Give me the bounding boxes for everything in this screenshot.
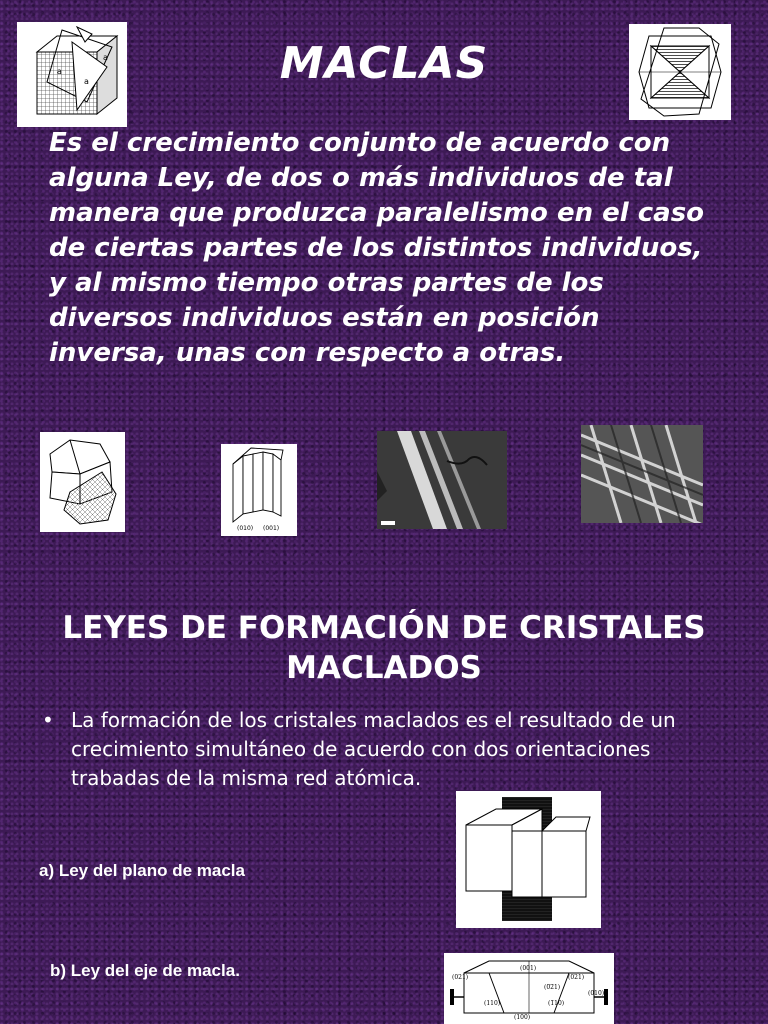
- law-b-label: b) Ley del eje de macla.: [50, 961, 240, 980]
- face-label: (001): [520, 965, 537, 972]
- bullet-text: La formación de los cristales maclados es el resultado de un crecimiento simultáneo de acuerdo con dos orientaciones trabadas de la misma red atómica.: [71, 708, 676, 790]
- micrograph-drawing: [377, 431, 507, 529]
- page-title: MACLAS: [279, 38, 489, 89]
- bullet-marker: •: [42, 708, 54, 732]
- svg-text:a: a: [57, 67, 62, 76]
- micrograph-crosshatch: [581, 425, 703, 523]
- svg-text:a: a: [84, 77, 89, 86]
- face-label: (010): [588, 990, 605, 997]
- twin-axis-figure: [444, 953, 614, 1024]
- law-a-label: a) Ley del plano de macla: [39, 861, 245, 880]
- face-label: (110): [484, 1000, 501, 1007]
- face-label: (1̅10): [548, 1000, 565, 1007]
- crosshatch-drawing: [581, 425, 703, 523]
- svg-text:(010): (010): [237, 525, 254, 532]
- polysynthetic-twin-figure: [221, 444, 297, 536]
- twin-plane-drawing: [456, 791, 601, 928]
- svg-text:(001): (001): [263, 525, 280, 532]
- polysynthetic-twin-drawing: [221, 444, 297, 536]
- definition-paragraph: Es el crecimiento conjunto de acuerdo con alguna Ley, de dos o más individuos de tal manera que produzca paralelismo en el caso de ciertas partes de los distintos individuos, y al mismo tiempo otras partes de los diversos individuos están en posición inversa, unas con respecto a otras.: [49, 128, 705, 368]
- contact-twin-figure: [40, 432, 125, 532]
- face-label: (0̅2̅1): [544, 984, 561, 991]
- contact-twin-drawing: [40, 432, 125, 532]
- face-label: (021): [568, 974, 585, 981]
- twin-axis-drawing: [444, 953, 614, 1024]
- face-label: (021): [452, 974, 469, 981]
- section-subtitle: LEYES DE FORMACIÓN DE CRISTALES MACLADOS: [62, 610, 706, 686]
- face-label: (100): [514, 1014, 531, 1021]
- svg-text:a: a: [103, 53, 108, 62]
- twin-plane-figure: [456, 791, 601, 928]
- micrograph-twin-bands: [377, 431, 507, 529]
